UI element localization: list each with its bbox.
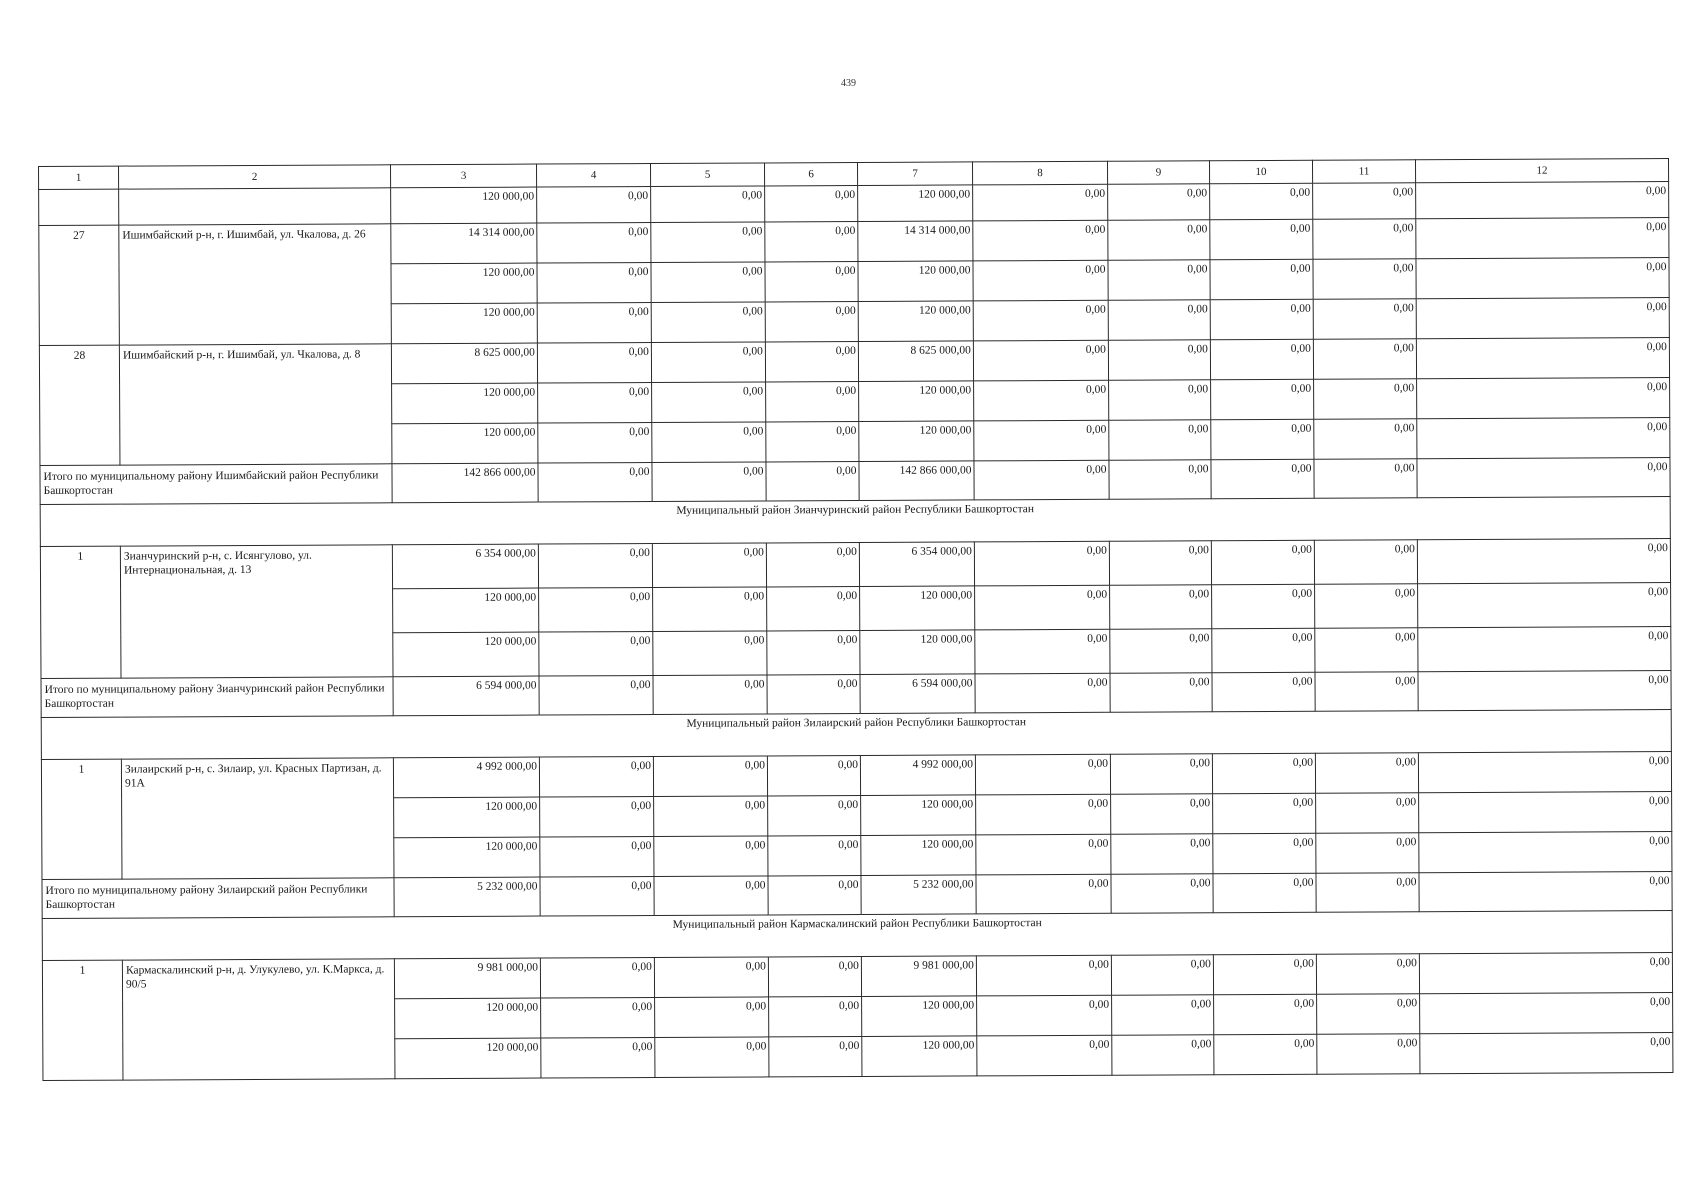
building-address: Зилаирский р-н, с. Зилаир, ул. Красных Партизан, д. 91А [121,758,394,879]
amount-col-9: 0,00 [1109,460,1211,499]
amount-col-11: 0,00 [1316,833,1419,874]
amount-col-6: 0,00 [765,185,858,221]
amount-col-7: 120 000,00 [858,261,973,302]
amount-col-8: 0,00 [976,874,1111,914]
building-address: Зианчуринский р-н, с. Исянгулово, ул. Интернациональная, д. 13 [120,545,393,678]
amount-col-12: 0,00 [1418,583,1671,628]
amount-col-9: 0,00 [1108,340,1210,380]
amount-col-10: 0,00 [1212,628,1315,673]
amount-col-5: 0,00 [654,836,768,877]
amount-col-3: 120 000,00 [392,423,538,464]
page-number: 439 [841,78,856,89]
amount-col-4: 0,00 [537,343,651,384]
amount-col-3: 6 354 000,00 [392,544,538,589]
amount-col-9: 0,00 [1109,380,1211,420]
amount-col-9: 0,00 [1108,220,1210,260]
column-header-12: 12 [1415,159,1668,183]
amount-col-12: 0,00 [1416,258,1669,299]
district-section-title: Муниципальный район Кармаскалинский район Республики Башкортостан [42,911,1672,961]
amount-col-10: 0,00 [1210,259,1313,300]
amount-col-9: 0,00 [1111,794,1213,834]
amount-col-6: 0,00 [767,755,860,795]
amount-col-7: 5 232 000,00 [861,875,976,915]
amount-col-3: 120 000,00 [391,303,537,344]
amount-col-9: 0,00 [1108,260,1210,300]
amount-col-3: 120 000,00 [391,187,537,224]
amount-col-8: 0,00 [973,220,1108,261]
amount-col-4: 0,00 [541,997,655,1038]
amount-col-10: 0,00 [1211,540,1314,585]
amount-col-5: 0,00 [654,957,768,998]
amount-col-9: 0,00 [1110,673,1212,712]
district-total-label: Итого по муниципальному району Зилаирский район Республики Башкортостан [42,878,394,919]
amount-col-10: 0,00 [1212,672,1315,712]
district-section-title: Муниципальный район Зилаирский район Республики Башкортостан [41,710,1671,760]
amount-col-10: 0,00 [1212,584,1315,629]
amount-col-8: 0,00 [975,754,1110,795]
amount-col-9: 0,00 [1111,834,1213,874]
amount-col-6: 0,00 [768,875,861,914]
amount-col-7: 120 000,00 [858,301,973,342]
amount-col-8: 0,00 [974,380,1109,421]
column-header-1: 1 [39,166,119,189]
amount-col-5: 0,00 [652,382,766,423]
amount-col-8: 0,00 [973,260,1108,301]
amount-col-6: 0,00 [769,996,862,1036]
amount-col-11: 0,00 [1315,628,1418,673]
building-address: Ишимбайский р-н, г. Ишимбай, ул. Чкалова, д. 8 [119,344,392,465]
amount-col-8: 0,00 [975,629,1110,674]
amount-col-11: 0,00 [1313,259,1416,300]
row-number [39,189,119,225]
amount-col-7: 120 000,00 [861,835,976,876]
amount-col-3: 120 000,00 [391,263,537,304]
district-total-label: Итого по муниципальному району Ишимбайский район Республики Башкортостан [40,464,392,505]
amount-col-12: 0,00 [1418,752,1671,793]
amount-col-11: 0,00 [1313,183,1416,220]
amount-col-11: 0,00 [1314,419,1417,460]
amount-col-10: 0,00 [1214,994,1317,1035]
amount-col-9: 0,00 [1110,754,1212,794]
amount-col-8: 0,00 [974,460,1109,500]
amount-col-9: 0,00 [1109,420,1211,460]
amount-col-7: 142 866 000,00 [859,461,974,501]
amount-col-3: 120 000,00 [395,1038,541,1079]
amount-col-11: 0,00 [1317,1034,1420,1075]
column-header-10: 10 [1209,160,1312,184]
amount-col-10: 0,00 [1213,793,1316,834]
amount-col-6: 0,00 [765,221,858,261]
amount-col-3: 120 000,00 [393,632,539,677]
amount-col-12: 0,00 [1419,953,1672,994]
amount-col-10: 0,00 [1211,419,1314,460]
amount-col-9: 0,00 [1108,300,1210,340]
amount-col-8: 0,00 [973,184,1108,221]
amount-col-4: 0,00 [540,796,654,837]
amount-col-12: 0,00 [1418,671,1671,711]
amount-col-5: 0,00 [651,186,765,223]
amount-col-6: 0,00 [767,586,860,630]
amount-col-12: 0,00 [1417,539,1670,584]
amount-col-7: 14 314 000,00 [858,221,973,262]
amount-col-5: 0,00 [652,422,766,463]
amount-col-10: 0,00 [1212,753,1315,794]
amount-col-4: 0,00 [540,957,654,998]
amount-col-9: 0,00 [1109,541,1211,585]
amount-col-3: 6 594 000,00 [393,676,539,716]
amount-col-9: 0,00 [1112,995,1214,1035]
amount-col-3: 120 000,00 [394,797,540,838]
column-header-3: 3 [390,164,536,188]
amount-col-11: 0,00 [1313,339,1416,380]
amount-col-12: 0,00 [1419,872,1672,912]
amount-col-5: 0,00 [651,342,765,383]
column-header-9: 9 [1107,161,1209,184]
amount-col-12: 0,00 [1420,993,1673,1034]
amount-col-6: 0,00 [769,1036,862,1076]
column-header-11: 11 [1312,160,1415,184]
amount-col-8: 0,00 [977,1035,1112,1076]
amount-col-3: 9 981 000,00 [394,958,540,999]
amount-col-5: 0,00 [653,587,767,632]
amount-col-5: 0,00 [654,876,768,916]
building-row [40,539,1670,591]
amount-col-7: 9 981 000,00 [861,956,976,997]
amount-col-12: 0,00 [1417,378,1670,419]
amount-col-8: 0,00 [976,794,1111,835]
amount-col-11: 0,00 [1313,299,1416,340]
amount-col-11: 0,00 [1314,379,1417,420]
amount-col-4: 0,00 [538,544,652,589]
amount-col-9: 0,00 [1112,1035,1214,1075]
amount-col-5: 0,00 [655,997,769,1038]
amount-col-8: 0,00 [975,673,1110,713]
amount-col-8: 0,00 [973,300,1108,341]
amount-col-10: 0,00 [1210,183,1313,220]
amount-col-5: 0,00 [653,675,767,715]
amount-col-12: 0,00 [1419,832,1672,873]
amount-col-7: 120 000,00 [858,185,973,222]
amount-col-5: 0,00 [651,262,765,303]
amount-col-6: 0,00 [766,542,859,586]
amount-col-12: 0,00 [1416,298,1669,339]
amount-col-6: 0,00 [767,674,860,713]
amount-col-3: 14 314 000,00 [391,223,537,264]
amount-col-12: 0,00 [1416,182,1669,219]
row-number: 1 [41,759,122,879]
amount-col-7: 4 992 000,00 [860,755,975,796]
amount-col-4: 0,00 [537,223,651,264]
amount-col-10: 0,00 [1214,1034,1317,1075]
amount-col-10: 0,00 [1210,299,1313,340]
amount-col-5: 0,00 [655,1037,769,1078]
amount-col-7: 120 000,00 [859,381,974,422]
amount-col-5: 0,00 [652,462,766,502]
amount-col-4: 0,00 [537,263,651,304]
amount-col-9: 0,00 [1111,874,1213,913]
amount-col-11: 0,00 [1315,672,1418,712]
column-header-7: 7 [857,162,972,186]
amount-col-4: 0,00 [537,187,651,224]
amount-col-8: 0,00 [974,420,1109,461]
amount-col-7: 120 000,00 [862,1036,977,1077]
amount-col-3: 4 992 000,00 [393,757,539,798]
amount-col-9: 0,00 [1108,184,1210,220]
amount-col-8: 0,00 [977,995,1112,1036]
row-number: 1 [40,546,121,678]
amount-col-6: 0,00 [765,261,858,301]
amount-col-3: 120 000,00 [394,837,540,878]
amount-col-6: 0,00 [768,795,861,835]
amount-col-5: 0,00 [653,631,767,676]
column-header-6: 6 [764,162,857,185]
amount-col-7: 120 000,00 [860,630,975,675]
amount-col-6: 0,00 [765,301,858,341]
amount-col-6: 0,00 [767,630,860,674]
amount-col-8: 0,00 [975,585,1110,630]
row-number: 28 [39,345,120,465]
amount-col-10: 0,00 [1210,339,1313,380]
amount-col-5: 0,00 [653,756,767,797]
amount-col-10: 0,00 [1213,873,1316,913]
amount-col-10: 0,00 [1211,459,1314,499]
amount-col-7: 120 000,00 [862,996,977,1037]
amount-col-12: 0,00 [1419,792,1672,833]
amount-col-6: 0,00 [766,381,859,421]
amount-col-11: 0,00 [1315,584,1418,629]
amount-col-6: 0,00 [768,835,861,875]
amount-col-6: 0,00 [765,341,858,381]
amount-col-4: 0,00 [539,756,653,797]
building-address: Кармаскалинский р-н, д. Улукулево, ул. К.Маркса, д. 90/5 [122,959,395,1080]
amount-col-9: 0,00 [1111,955,1213,995]
amount-col-12: 0,00 [1417,458,1670,498]
building-address [119,188,391,225]
amount-col-12: 0,00 [1417,418,1670,459]
amount-col-6: 0,00 [766,421,859,461]
amount-col-7: 6 354 000,00 [859,542,974,587]
amount-col-3: 8 625 000,00 [391,343,537,384]
amount-col-4: 0,00 [540,876,654,916]
amount-col-5: 0,00 [654,796,768,837]
column-header-2: 2 [119,165,391,189]
amount-col-4: 0,00 [538,423,652,464]
amount-col-11: 0,00 [1315,753,1418,794]
district-section-title: Муниципальный район Зианчуринский район Республики Башкортостан [40,497,1670,547]
amount-col-11: 0,00 [1316,793,1419,834]
amount-col-11: 0,00 [1316,954,1419,995]
amount-col-3: 120 000,00 [392,383,538,424]
amount-col-4: 0,00 [538,463,652,503]
amount-col-11: 0,00 [1313,219,1416,260]
document-sheet [38,158,1673,1081]
amount-col-4: 0,00 [539,588,653,633]
amount-col-5: 0,00 [651,222,765,263]
amount-col-11: 0,00 [1314,459,1417,499]
column-header-4: 4 [536,164,650,188]
row-number: 1 [42,960,123,1080]
building-address: Ишимбайский р-н, г. Ишимбай, ул. Чкалова, д. 26 [119,224,392,345]
amount-col-10: 0,00 [1211,379,1314,420]
amount-col-4: 0,00 [539,676,653,716]
amount-col-10: 0,00 [1210,219,1313,260]
column-header-5: 5 [650,163,764,187]
amount-col-4: 0,00 [541,1037,655,1078]
amount-col-8: 0,00 [973,340,1108,381]
district-total-label: Итого по муниципальному району Зианчуринский район Республики Башкортостан [41,677,393,718]
amount-col-11: 0,00 [1314,540,1417,585]
amount-col-7: 120 000,00 [859,421,974,462]
amount-col-12: 0,00 [1420,1033,1673,1074]
amount-col-10: 0,00 [1213,954,1316,995]
amount-col-6: 0,00 [766,461,859,500]
amount-col-7: 120 000,00 [860,586,975,631]
funding-table [38,158,1673,1081]
amount-col-12: 0,00 [1418,627,1671,672]
amount-col-9: 0,00 [1110,585,1212,629]
amount-col-8: 0,00 [974,541,1109,586]
amount-col-5: 0,00 [652,543,766,588]
amount-col-8: 0,00 [976,955,1111,996]
amount-col-4: 0,00 [539,632,653,677]
amount-col-3: 5 232 000,00 [394,877,540,917]
column-header-8: 8 [972,161,1107,185]
amount-col-3: 142 866 000,00 [392,463,538,503]
amount-col-10: 0,00 [1213,833,1316,874]
amount-col-7: 120 000,00 [861,795,976,836]
table-body [39,182,1673,1081]
amount-col-11: 0,00 [1316,873,1419,913]
amount-col-11: 0,00 [1317,994,1420,1035]
amount-col-8: 0,00 [976,834,1111,875]
amount-col-5: 0,00 [651,302,765,343]
amount-col-12: 0,00 [1416,218,1669,259]
row-number: 27 [39,225,120,345]
amount-col-7: 8 625 000,00 [858,341,973,382]
amount-col-3: 120 000,00 [393,588,539,633]
amount-col-6: 0,00 [768,956,861,996]
amount-col-4: 0,00 [540,836,654,877]
amount-col-7: 6 594 000,00 [860,674,975,714]
amount-col-4: 0,00 [538,383,652,424]
amount-col-4: 0,00 [537,303,651,344]
amount-col-12: 0,00 [1416,338,1669,379]
amount-col-9: 0,00 [1110,629,1212,673]
amount-col-3: 120 000,00 [395,998,541,1039]
